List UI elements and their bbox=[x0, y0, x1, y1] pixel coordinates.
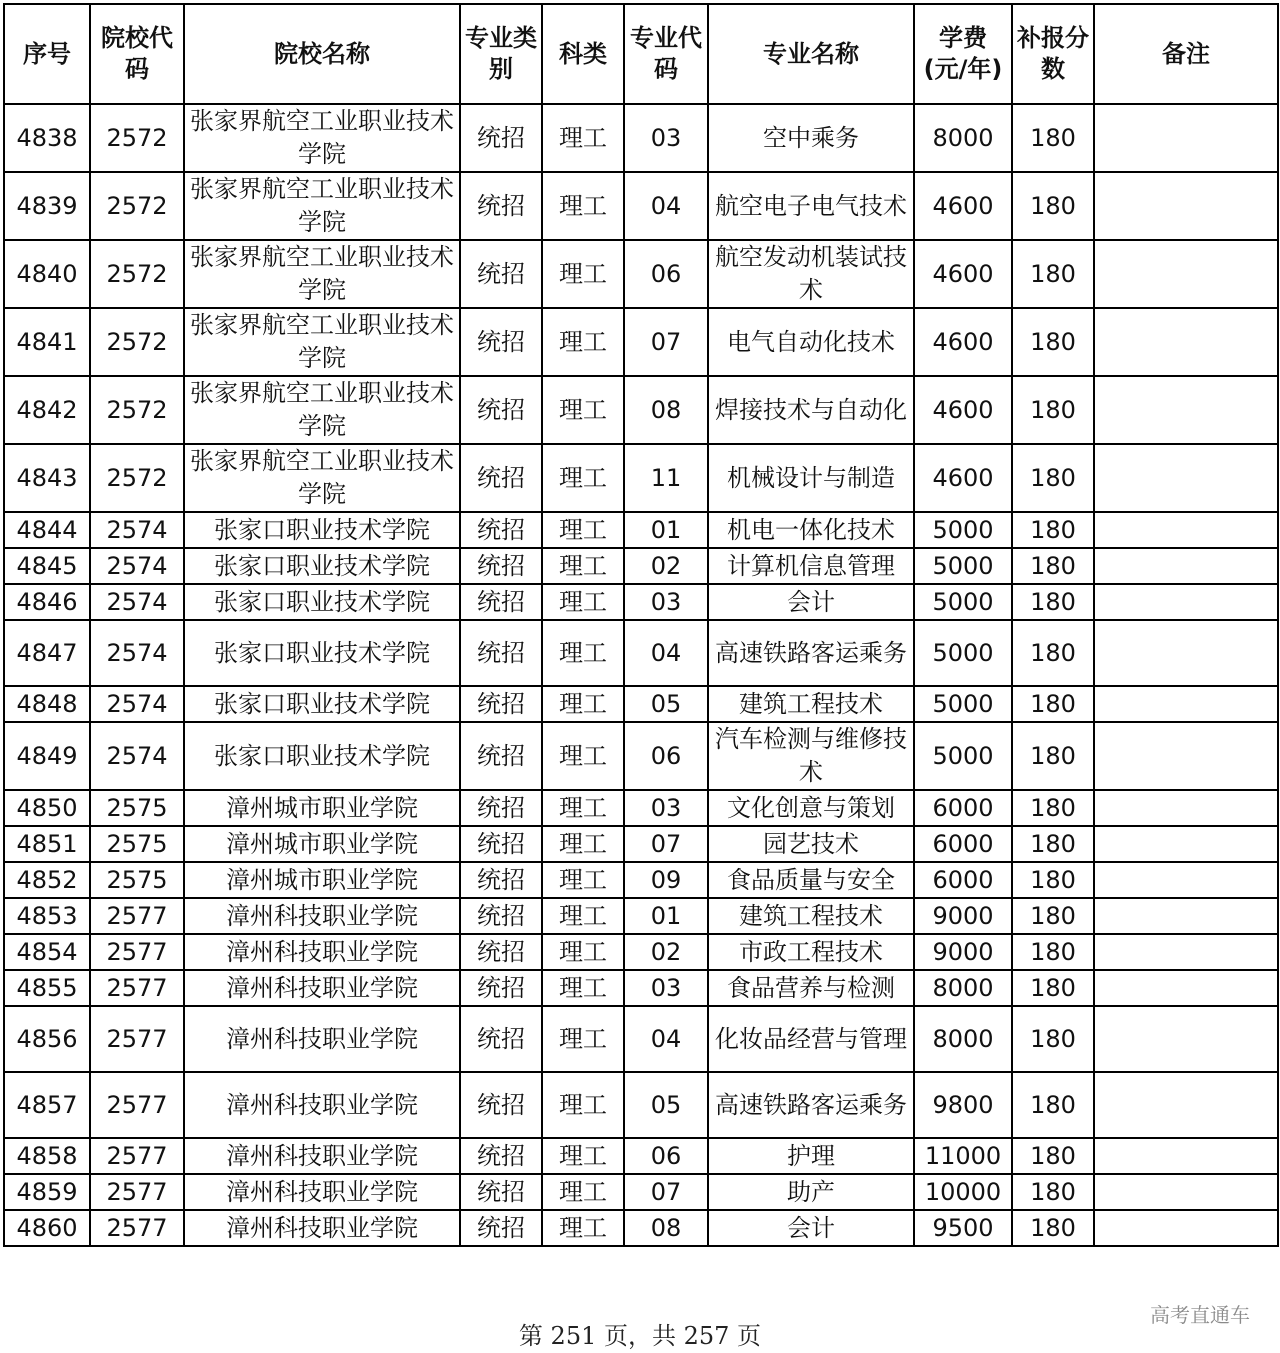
cell-major-type: 统招 bbox=[460, 376, 542, 444]
cell-major-code: 04 bbox=[624, 172, 708, 240]
cell-remark bbox=[1094, 172, 1278, 240]
cell-seq: 4856 bbox=[4, 1006, 90, 1072]
header-major-type: 专业类别 bbox=[460, 4, 542, 104]
header-tuition: 学费(元/年) bbox=[914, 4, 1012, 104]
cell-school-name: 漳州城市职业学院 bbox=[184, 862, 460, 898]
cell-seq: 4845 bbox=[4, 548, 90, 584]
cell-school-name: 漳州科技职业学院 bbox=[184, 1174, 460, 1210]
cell-subject: 理工 bbox=[542, 970, 624, 1006]
cell-seq: 4842 bbox=[4, 376, 90, 444]
cell-subject: 理工 bbox=[542, 898, 624, 934]
cell-tuition: 9000 bbox=[914, 898, 1012, 934]
cell-school-code: 2575 bbox=[90, 826, 184, 862]
cell-school-name: 张家界航空工业职业技术学院 bbox=[184, 444, 460, 512]
cell-major-name: 食品质量与安全 bbox=[708, 862, 914, 898]
cell-remark bbox=[1094, 862, 1278, 898]
cell-school-code: 2577 bbox=[90, 1138, 184, 1174]
cell-major-type: 统招 bbox=[460, 1174, 542, 1210]
cell-seq: 4843 bbox=[4, 444, 90, 512]
cell-seq: 4852 bbox=[4, 862, 90, 898]
cell-remark bbox=[1094, 1210, 1278, 1246]
cell-score: 180 bbox=[1012, 1174, 1094, 1210]
cell-major-code: 04 bbox=[624, 620, 708, 686]
cell-school-code: 2577 bbox=[90, 970, 184, 1006]
cell-score: 180 bbox=[1012, 620, 1094, 686]
cell-school-name: 漳州科技职业学院 bbox=[184, 970, 460, 1006]
cell-school-name: 张家界航空工业职业技术学院 bbox=[184, 172, 460, 240]
cell-remark bbox=[1094, 826, 1278, 862]
cell-major-name: 护理 bbox=[708, 1138, 914, 1174]
admission-table bbox=[3, 3, 1279, 1247]
cell-subject: 理工 bbox=[542, 1072, 624, 1138]
table-row bbox=[4, 898, 1278, 934]
cell-major-name: 食品营养与检测 bbox=[708, 970, 914, 1006]
cell-seq: 4847 bbox=[4, 620, 90, 686]
cell-score: 180 bbox=[1012, 898, 1094, 934]
cell-major-code: 11 bbox=[624, 444, 708, 512]
cell-score: 180 bbox=[1012, 376, 1094, 444]
cell-school-name: 漳州城市职业学院 bbox=[184, 826, 460, 862]
cell-school-code: 2572 bbox=[90, 376, 184, 444]
cell-school-name: 漳州科技职业学院 bbox=[184, 1138, 460, 1174]
table-row bbox=[4, 376, 1278, 444]
cell-major-name: 航空电子电气技术 bbox=[708, 172, 914, 240]
cell-major-code: 03 bbox=[624, 970, 708, 1006]
cell-major-name: 航空发动机装试技术 bbox=[708, 240, 914, 308]
cell-school-code: 2572 bbox=[90, 240, 184, 308]
cell-seq: 4841 bbox=[4, 308, 90, 376]
cell-major-name: 电气自动化技术 bbox=[708, 308, 914, 376]
cell-score: 180 bbox=[1012, 584, 1094, 620]
cell-major-name: 计算机信息管理 bbox=[708, 548, 914, 584]
cell-subject: 理工 bbox=[542, 826, 624, 862]
table-row bbox=[4, 970, 1278, 1006]
cell-major-code: 07 bbox=[624, 826, 708, 862]
cell-major-code: 04 bbox=[624, 1006, 708, 1072]
cell-major-code: 03 bbox=[624, 790, 708, 826]
table-row bbox=[4, 308, 1278, 376]
cell-score: 180 bbox=[1012, 790, 1094, 826]
cell-score: 180 bbox=[1012, 970, 1094, 1006]
cell-score: 180 bbox=[1012, 826, 1094, 862]
cell-school-name: 张家界航空工业职业技术学院 bbox=[184, 104, 460, 172]
cell-major-name: 汽车检测与维修技术 bbox=[708, 722, 914, 790]
cell-major-code: 02 bbox=[624, 548, 708, 584]
cell-seq: 4853 bbox=[4, 898, 90, 934]
cell-major-type: 统招 bbox=[460, 686, 542, 722]
cell-major-code: 07 bbox=[624, 308, 708, 376]
cell-school-code: 2572 bbox=[90, 172, 184, 240]
cell-tuition: 5000 bbox=[914, 584, 1012, 620]
header-school-code: 院校代码 bbox=[90, 4, 184, 104]
cell-subject: 理工 bbox=[542, 512, 624, 548]
cell-seq: 4854 bbox=[4, 934, 90, 970]
header-remark: 备注 bbox=[1094, 4, 1278, 104]
cell-subject: 理工 bbox=[542, 686, 624, 722]
cell-remark bbox=[1094, 512, 1278, 548]
header-major-name: 专业名称 bbox=[708, 4, 914, 104]
cell-seq: 4840 bbox=[4, 240, 90, 308]
cell-subject: 理工 bbox=[542, 240, 624, 308]
cell-remark bbox=[1094, 1006, 1278, 1072]
cell-seq: 4858 bbox=[4, 1138, 90, 1174]
cell-major-type: 统招 bbox=[460, 826, 542, 862]
cell-seq: 4859 bbox=[4, 1174, 90, 1210]
cell-major-type: 统招 bbox=[460, 1072, 542, 1138]
cell-subject: 理工 bbox=[542, 722, 624, 790]
cell-school-name: 漳州科技职业学院 bbox=[184, 1210, 460, 1246]
table-row bbox=[4, 620, 1278, 686]
cell-major-name: 空中乘务 bbox=[708, 104, 914, 172]
cell-subject: 理工 bbox=[542, 308, 624, 376]
cell-tuition: 4600 bbox=[914, 240, 1012, 308]
cell-seq: 4855 bbox=[4, 970, 90, 1006]
cell-remark bbox=[1094, 1072, 1278, 1138]
cell-seq: 4857 bbox=[4, 1072, 90, 1138]
table-row bbox=[4, 1174, 1278, 1210]
cell-score: 180 bbox=[1012, 686, 1094, 722]
cell-major-code: 06 bbox=[624, 240, 708, 308]
cell-subject: 理工 bbox=[542, 790, 624, 826]
cell-school-code: 2574 bbox=[90, 584, 184, 620]
cell-score: 180 bbox=[1012, 934, 1094, 970]
cell-subject: 理工 bbox=[542, 548, 624, 584]
cell-score: 180 bbox=[1012, 548, 1094, 584]
cell-seq: 4849 bbox=[4, 722, 90, 790]
cell-tuition: 4600 bbox=[914, 444, 1012, 512]
cell-school-code: 2577 bbox=[90, 934, 184, 970]
cell-school-name: 张家口职业技术学院 bbox=[184, 686, 460, 722]
cell-tuition: 5000 bbox=[914, 686, 1012, 722]
cell-remark bbox=[1094, 970, 1278, 1006]
cell-major-code: 01 bbox=[624, 898, 708, 934]
cell-school-name: 张家界航空工业职业技术学院 bbox=[184, 240, 460, 308]
header-major-code: 专业代码 bbox=[624, 4, 708, 104]
cell-subject: 理工 bbox=[542, 862, 624, 898]
header-seq: 序号 bbox=[4, 4, 90, 104]
cell-score: 180 bbox=[1012, 1072, 1094, 1138]
cell-subject: 理工 bbox=[542, 172, 624, 240]
table-row bbox=[4, 584, 1278, 620]
cell-major-type: 统招 bbox=[460, 934, 542, 970]
cell-major-type: 统招 bbox=[460, 970, 542, 1006]
cell-major-name: 建筑工程技术 bbox=[708, 686, 914, 722]
watermark: 高考直通车 bbox=[1150, 1303, 1250, 1327]
cell-major-name: 园艺技术 bbox=[708, 826, 914, 862]
cell-major-name: 焊接技术与自动化 bbox=[708, 376, 914, 444]
cell-school-code: 2572 bbox=[90, 308, 184, 376]
cell-major-code: 02 bbox=[624, 934, 708, 970]
cell-school-name: 漳州科技职业学院 bbox=[184, 1006, 460, 1072]
cell-tuition: 8000 bbox=[914, 970, 1012, 1006]
cell-school-code: 2575 bbox=[90, 790, 184, 826]
cell-remark bbox=[1094, 308, 1278, 376]
cell-school-name: 漳州科技职业学院 bbox=[184, 898, 460, 934]
cell-remark bbox=[1094, 444, 1278, 512]
cell-major-type: 统招 bbox=[460, 620, 542, 686]
cell-school-code: 2574 bbox=[90, 722, 184, 790]
cell-subject: 理工 bbox=[542, 376, 624, 444]
cell-major-type: 统招 bbox=[460, 444, 542, 512]
cell-seq: 4848 bbox=[4, 686, 90, 722]
cell-score: 180 bbox=[1012, 862, 1094, 898]
cell-major-code: 06 bbox=[624, 722, 708, 790]
cell-school-name: 张家口职业技术学院 bbox=[184, 620, 460, 686]
table-row bbox=[4, 512, 1278, 548]
cell-score: 180 bbox=[1012, 444, 1094, 512]
cell-score: 180 bbox=[1012, 1006, 1094, 1072]
cell-major-name: 化妆品经营与管理 bbox=[708, 1006, 914, 1072]
table-row bbox=[4, 1072, 1278, 1138]
cell-major-name: 会计 bbox=[708, 584, 914, 620]
cell-school-code: 2577 bbox=[90, 1006, 184, 1072]
cell-school-code: 2572 bbox=[90, 444, 184, 512]
cell-school-name: 漳州科技职业学院 bbox=[184, 1072, 460, 1138]
cell-tuition: 10000 bbox=[914, 1174, 1012, 1210]
page-number: 第 251 页，共 257 页 bbox=[518, 1322, 762, 1350]
cell-major-type: 统招 bbox=[460, 898, 542, 934]
cell-remark bbox=[1094, 584, 1278, 620]
header-score: 补报分数 bbox=[1012, 4, 1094, 104]
table-row bbox=[4, 722, 1278, 790]
cell-major-name: 助产 bbox=[708, 1174, 914, 1210]
cell-major-name: 机械设计与制造 bbox=[708, 444, 914, 512]
cell-seq: 4838 bbox=[4, 104, 90, 172]
cell-seq: 4844 bbox=[4, 512, 90, 548]
cell-school-code: 2574 bbox=[90, 512, 184, 548]
cell-remark bbox=[1094, 898, 1278, 934]
cell-seq: 4839 bbox=[4, 172, 90, 240]
cell-tuition: 4600 bbox=[914, 308, 1012, 376]
cell-subject: 理工 bbox=[542, 1138, 624, 1174]
cell-tuition: 5000 bbox=[914, 620, 1012, 686]
table-row bbox=[4, 1210, 1278, 1246]
cell-remark bbox=[1094, 104, 1278, 172]
cell-seq: 4851 bbox=[4, 826, 90, 862]
cell-remark bbox=[1094, 376, 1278, 444]
cell-remark bbox=[1094, 722, 1278, 790]
cell-school-name: 漳州科技职业学院 bbox=[184, 934, 460, 970]
cell-major-type: 统招 bbox=[460, 548, 542, 584]
cell-major-name: 会计 bbox=[708, 1210, 914, 1246]
cell-score: 180 bbox=[1012, 1210, 1094, 1246]
cell-score: 180 bbox=[1012, 240, 1094, 308]
cell-score: 180 bbox=[1012, 1138, 1094, 1174]
cell-major-type: 统招 bbox=[460, 104, 542, 172]
cell-remark bbox=[1094, 1138, 1278, 1174]
cell-school-code: 2575 bbox=[90, 862, 184, 898]
cell-tuition: 8000 bbox=[914, 104, 1012, 172]
cell-tuition: 9500 bbox=[914, 1210, 1012, 1246]
cell-major-code: 08 bbox=[624, 1210, 708, 1246]
cell-major-type: 统招 bbox=[460, 308, 542, 376]
cell-school-name: 张家口职业技术学院 bbox=[184, 584, 460, 620]
cell-major-code: 07 bbox=[624, 1174, 708, 1210]
table-row bbox=[4, 934, 1278, 970]
cell-major-type: 统招 bbox=[460, 862, 542, 898]
table-body bbox=[4, 104, 1278, 1246]
table-row bbox=[4, 548, 1278, 584]
cell-school-code: 2574 bbox=[90, 620, 184, 686]
cell-tuition: 6000 bbox=[914, 790, 1012, 826]
cell-major-name: 机电一体化技术 bbox=[708, 512, 914, 548]
table-row bbox=[4, 790, 1278, 826]
cell-remark bbox=[1094, 686, 1278, 722]
cell-major-type: 统招 bbox=[460, 584, 542, 620]
cell-major-name: 市政工程技术 bbox=[708, 934, 914, 970]
cell-remark bbox=[1094, 790, 1278, 826]
cell-major-name: 建筑工程技术 bbox=[708, 898, 914, 934]
cell-major-type: 统招 bbox=[460, 512, 542, 548]
cell-seq: 4860 bbox=[4, 1210, 90, 1246]
table-header-row bbox=[4, 4, 1278, 104]
cell-school-name: 张家口职业技术学院 bbox=[184, 548, 460, 584]
cell-tuition: 5000 bbox=[914, 722, 1012, 790]
cell-subject: 理工 bbox=[542, 1210, 624, 1246]
cell-major-code: 09 bbox=[624, 862, 708, 898]
cell-tuition: 5000 bbox=[914, 512, 1012, 548]
cell-school-name: 张家界航空工业职业技术学院 bbox=[184, 376, 460, 444]
cell-school-name: 张家口职业技术学院 bbox=[184, 722, 460, 790]
cell-score: 180 bbox=[1012, 104, 1094, 172]
table-row bbox=[4, 1138, 1278, 1174]
cell-major-type: 统招 bbox=[460, 1138, 542, 1174]
header-subject: 科类 bbox=[542, 4, 624, 104]
cell-subject: 理工 bbox=[542, 584, 624, 620]
cell-seq: 4850 bbox=[4, 790, 90, 826]
cell-major-code: 03 bbox=[624, 584, 708, 620]
table-row bbox=[4, 826, 1278, 862]
table-row bbox=[4, 1006, 1278, 1072]
cell-major-type: 统招 bbox=[460, 1210, 542, 1246]
cell-school-code: 2577 bbox=[90, 1072, 184, 1138]
cell-score: 180 bbox=[1012, 172, 1094, 240]
cell-tuition: 9800 bbox=[914, 1072, 1012, 1138]
cell-score: 180 bbox=[1012, 512, 1094, 548]
cell-subject: 理工 bbox=[542, 444, 624, 512]
cell-subject: 理工 bbox=[542, 104, 624, 172]
table-row bbox=[4, 104, 1278, 172]
cell-tuition: 4600 bbox=[914, 376, 1012, 444]
cell-major-type: 统招 bbox=[460, 172, 542, 240]
cell-remark bbox=[1094, 934, 1278, 970]
table-row bbox=[4, 686, 1278, 722]
cell-tuition: 6000 bbox=[914, 862, 1012, 898]
table-row bbox=[4, 240, 1278, 308]
cell-remark bbox=[1094, 240, 1278, 308]
table-row bbox=[4, 172, 1278, 240]
cell-school-code: 2574 bbox=[90, 686, 184, 722]
cell-school-code: 2572 bbox=[90, 104, 184, 172]
header-school-name: 院校名称 bbox=[184, 4, 460, 104]
cell-school-name: 张家界航空工业职业技术学院 bbox=[184, 308, 460, 376]
cell-major-type: 统招 bbox=[460, 240, 542, 308]
cell-subject: 理工 bbox=[542, 620, 624, 686]
cell-remark bbox=[1094, 548, 1278, 584]
cell-major-name: 高速铁路客运乘务 bbox=[708, 1072, 914, 1138]
cell-school-name: 张家口职业技术学院 bbox=[184, 512, 460, 548]
cell-major-code: 05 bbox=[624, 686, 708, 722]
cell-seq: 4846 bbox=[4, 584, 90, 620]
cell-tuition: 4600 bbox=[914, 172, 1012, 240]
cell-score: 180 bbox=[1012, 308, 1094, 376]
cell-major-code: 06 bbox=[624, 1138, 708, 1174]
cell-school-name: 漳州城市职业学院 bbox=[184, 790, 460, 826]
cell-tuition: 9000 bbox=[914, 934, 1012, 970]
cell-tuition: 11000 bbox=[914, 1138, 1012, 1174]
cell-major-type: 统招 bbox=[460, 1006, 542, 1072]
cell-tuition: 6000 bbox=[914, 826, 1012, 862]
cell-school-code: 2574 bbox=[90, 548, 184, 584]
cell-major-code: 01 bbox=[624, 512, 708, 548]
cell-subject: 理工 bbox=[542, 934, 624, 970]
cell-school-code: 2577 bbox=[90, 1174, 184, 1210]
cell-school-code: 2577 bbox=[90, 1210, 184, 1246]
cell-tuition: 5000 bbox=[914, 548, 1012, 584]
cell-major-name: 文化创意与策划 bbox=[708, 790, 914, 826]
cell-major-code: 08 bbox=[624, 376, 708, 444]
cell-major-type: 统招 bbox=[460, 722, 542, 790]
cell-major-type: 统招 bbox=[460, 790, 542, 826]
cell-score: 180 bbox=[1012, 722, 1094, 790]
cell-remark bbox=[1094, 1174, 1278, 1210]
cell-remark bbox=[1094, 620, 1278, 686]
table-row bbox=[4, 444, 1278, 512]
cell-major-name: 高速铁路客运乘务 bbox=[708, 620, 914, 686]
cell-subject: 理工 bbox=[542, 1174, 624, 1210]
table-row bbox=[4, 862, 1278, 898]
cell-tuition: 8000 bbox=[914, 1006, 1012, 1072]
cell-major-code: 03 bbox=[624, 104, 708, 172]
cell-school-code: 2577 bbox=[90, 898, 184, 934]
cell-subject: 理工 bbox=[542, 1006, 624, 1072]
cell-major-code: 05 bbox=[624, 1072, 708, 1138]
